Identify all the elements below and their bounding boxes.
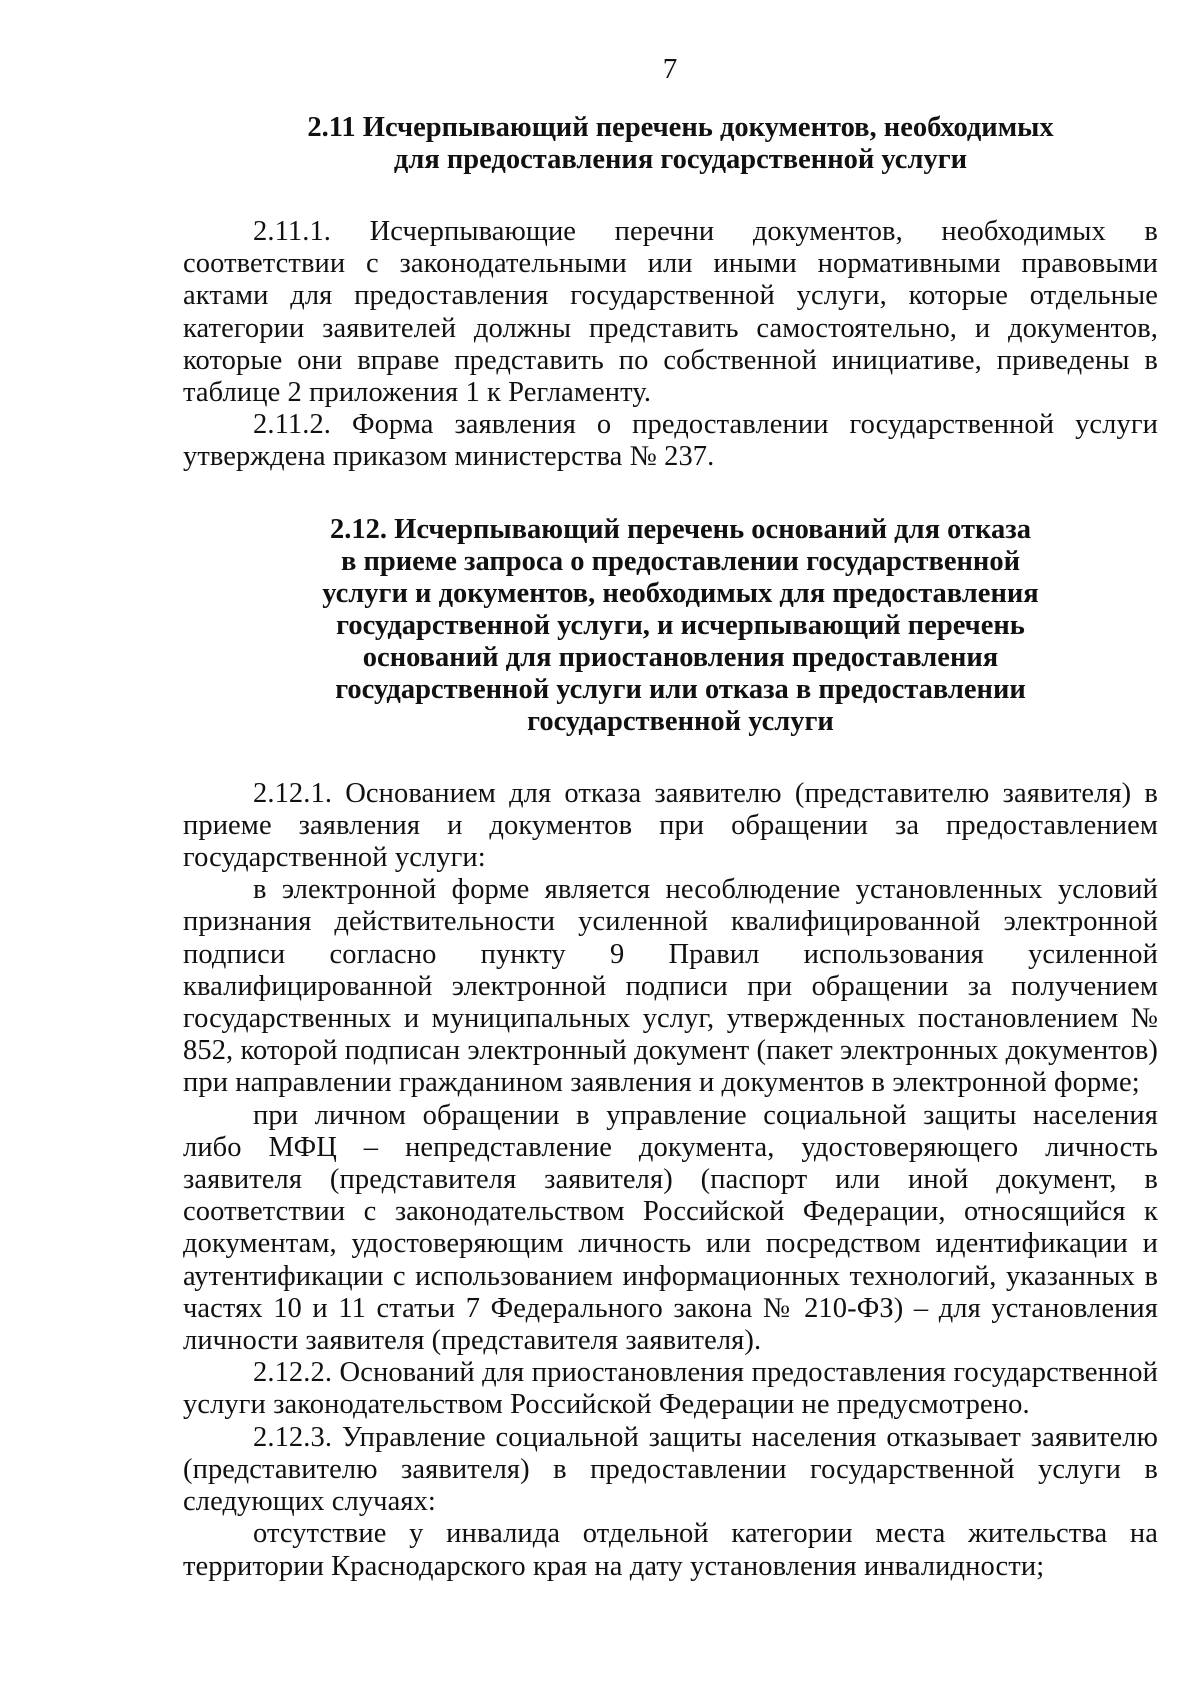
paragraph-electronic-form: в электронной форме является несоблюдение установленных условий признания действительности усиленной квалифицированной электронной подписи согласно пункту 9 Правил использования усиленной квалифицированной электронной подписи при обращении за получением государственных и муниципальных услуг, утвержденных постановлением № 852, которой подписан электронный документ (пакет электронных документов) при направлении гражданином заявления и документов в электронной форме;: [183, 874, 1158, 1099]
paragraph-2-11-2: 2.11.2. Форма заявления о предоставлении государственной услуги утверждена приказом министерства № 237.: [183, 409, 1158, 473]
paragraph-personal-appeal: при личном обращении в управление социальной защиты населения либо МФЦ – непредставление документа, удостоверяющего личность заявителя (представителя заявителя) (паспорт или иной документ, в соответствии с законодательством Российской Федерации, относящийся к документам, удостоверяющим личность или посредством идентификации и аутентификации с использованием информационных технологий, указанных в частях 10 и 11 статьи 7 Федерального закона № 210-ФЗ) – для установления личности заявителя (представителя заявителя).: [183, 1099, 1158, 1357]
paragraph-2-12-3: 2.12.3. Управление социальной защиты населения отказывает заявителю (представителю заявителя) в предоставлении государственной услуги в следующих случаях:: [183, 1421, 1158, 1518]
paragraph-2-11-1: 2.11.1. Исчерпывающие перечни документов, необходимых в соответствии с законодательными или иными нормативными правовыми актами для предоставления государственной услуги, которые отдельные категории заявителей должны представить самостоятельно, и документов, которые они вправе представить по собственной инициативе, приведены в таблице 2 приложения 1 к Регламенту.: [183, 216, 1158, 409]
page-number: 7: [662, 53, 678, 85]
paragraph-2-12-1: 2.12.1. Основанием для отказа заявителю (представителю заявителя) в приеме заявления и документов при обращении за предоставлением государственной услуги:: [183, 777, 1158, 874]
heading-line: государственной услуги, и исчерпывающий перечень: [336, 609, 1025, 641]
page-content: [183, 112, 1158, 1583]
heading-line: государственной услуги: [527, 705, 834, 737]
heading-line: для предоставления государственной услуги: [393, 144, 968, 175]
paragraph-2-12-2: 2.12.2. Оснований для приостановления предоставления государственной услуги законодательством Российской Федерации не предусмотрено.: [183, 1357, 1158, 1421]
paragraph-refusal-case: отсутствие у инвалида отдельной категории места жительства на территории Краснодарского края на дату установления инвалидности;: [183, 1518, 1158, 1582]
heading-line: 2.12. Исчерпывающий перечень оснований для отказа: [330, 513, 1031, 545]
heading-line: 2.11 Исчерпывающий перечень документов, необходимых: [307, 112, 1054, 143]
heading-line: государственной услуги или отказа в предоставлении: [335, 673, 1026, 705]
heading-line: оснований для приостановления предоставления: [362, 641, 999, 673]
heading-line: услуги и документов, необходимых для предоставления: [322, 577, 1039, 609]
section-2-11-heading: [183, 112, 1158, 176]
heading-line: в приеме запроса о предоставлении государственной: [340, 545, 1021, 577]
section-2-12-heading: [183, 514, 1158, 738]
